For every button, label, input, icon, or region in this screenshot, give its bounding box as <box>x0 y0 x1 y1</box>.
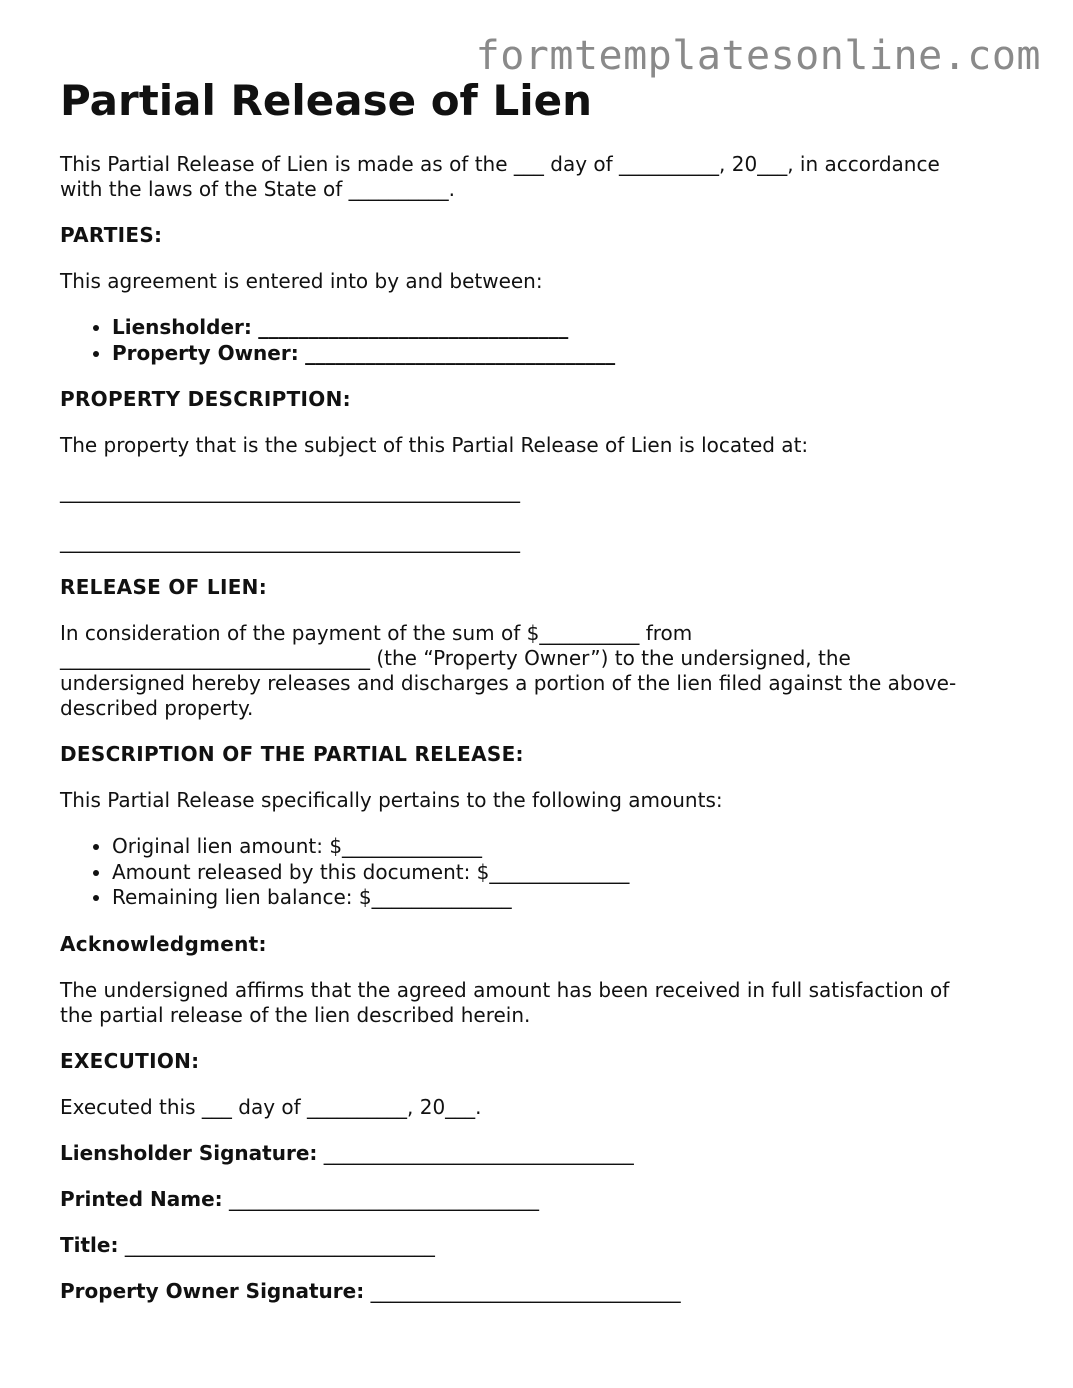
intro-line-1: This Partial Release of Lien is made as of the ___ day of __________, 20___, in accordance <box>60 152 940 177</box>
liensholder-signature-blank: _______________________________ <box>323 1140 634 1165</box>
acknowledgment-paragraph <box>60 978 1010 1028</box>
printed-name-blank: _______________________________ <box>229 1186 540 1211</box>
printed-name-label: Printed Name: <box>60 1186 223 1211</box>
acknowledgment-line-2: the partial release of the lien described herein. <box>60 1002 531 1027</box>
release-line-2: _______________________________ (the “Property Owner”) to the undersigned, the <box>60 646 851 671</box>
property-blank-line-2: ______________________________________________ <box>60 529 520 554</box>
list-item <box>112 341 1010 367</box>
property-heading: PROPERTY DESCRIPTION: <box>60 387 351 412</box>
property-owner-signature-blank: _______________________________ <box>370 1278 681 1303</box>
title-label: Title: <box>60 1232 119 1257</box>
liensholder-signature-line <box>60 1141 1010 1166</box>
liensholder-label: Liensholder: <box>112 315 252 340</box>
intro-line-2: with the laws of the State of __________. <box>60 177 456 202</box>
release-line-1: In consideration of the payment of the sum of $__________ from <box>60 621 693 646</box>
execution-text: Executed this ___ day of __________, 20___. <box>60 1094 482 1119</box>
list-item: • Original lien amount: $______________ <box>112 834 1010 860</box>
parties-text: This agreement is entered into by and between: <box>60 269 543 294</box>
list-item <box>112 315 1010 341</box>
parties-heading: PARTIES: <box>60 223 163 248</box>
property-blank-line-1: ______________________________________________ <box>60 479 520 504</box>
property-text: The property that is the subject of this Partial Release of Lien is located at: <box>60 433 809 458</box>
amounts-list <box>60 834 1010 911</box>
list-item: • Amount released by this document: $______________ <box>112 860 1010 886</box>
release-line-4: described property. <box>60 696 254 721</box>
liensholder-blank: _______________________________ <box>258 315 569 340</box>
property-owner-signature-label: Property Owner Signature: <box>60 1278 365 1303</box>
property-owner-signature-line <box>60 1279 1010 1304</box>
acknowledgment-line-1: The undersigned affirms that the agreed amount has been received in full satisfaction of <box>60 977 950 1002</box>
partial-text: This Partial Release specifically pertains to the following amounts: <box>60 788 723 813</box>
property-owner-label: Property Owner: <box>112 340 299 365</box>
property-owner-blank: _______________________________ <box>305 340 616 365</box>
title-line <box>60 1233 1010 1258</box>
title-blank: _______________________________ <box>124 1232 435 1257</box>
intro-paragraph <box>60 152 1010 202</box>
release-heading: RELEASE OF LIEN: <box>60 575 267 600</box>
acknowledgment-heading: Acknowledgment: <box>60 931 267 956</box>
execution-heading: EXECUTION: <box>60 1048 200 1073</box>
partial-heading: DESCRIPTION OF THE PARTIAL RELEASE: <box>60 742 524 767</box>
release-paragraph <box>60 621 1010 721</box>
liensholder-signature-label: Liensholder Signature: <box>60 1140 318 1165</box>
watermark: formtemplatesonline.com <box>475 33 1041 79</box>
printed-name-line <box>60 1187 1010 1212</box>
release-line-3: undersigned hereby releases and discharges a portion of the lien filed against the above- <box>60 671 957 696</box>
list-item: • Remaining lien balance: $______________ <box>112 885 1010 911</box>
parties-list <box>60 315 1010 366</box>
document-title: Partial Release of Lien <box>60 76 592 125</box>
document-page <box>60 76 1010 1325</box>
